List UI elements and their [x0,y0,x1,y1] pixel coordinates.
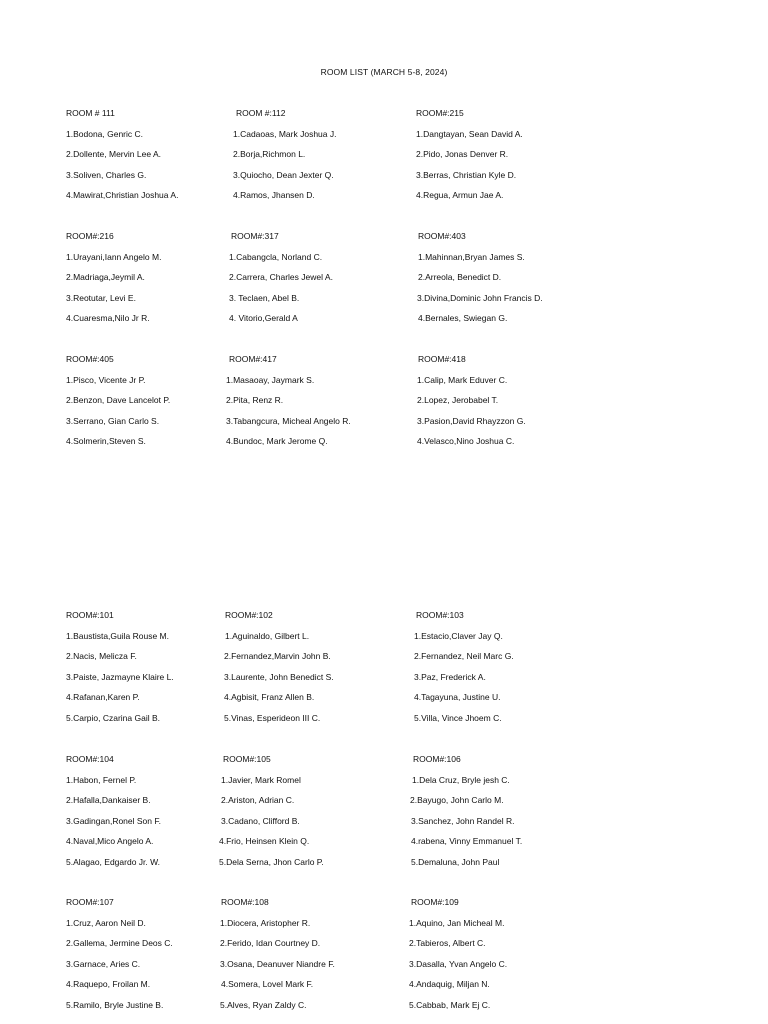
occupant: 2.Arreola, Benedict D. [418,272,502,283]
occupant: 3.Garnace, Aries C. [66,958,141,969]
occupant: 2.Benzon, Dave Lancelot P. [66,395,171,406]
occupant: 1.Javier, Mark Romel [221,774,301,785]
room-number: ROOM#:109 [411,897,459,907]
room-number: ROOM#:417 [229,354,277,364]
room-number: ROOM#:215 [416,108,464,118]
occupant: 2.Ferido, Idan Courtney D. [220,938,321,949]
occupant: 4.rabena, Vinny Emmanuel T. [411,836,523,847]
occupant: 3.Paiste, Jazmayne Klaire L. [66,671,174,682]
occupant: 4.Solmerin,Steven S. [66,436,146,447]
room-number: ROOM #:112 [236,108,286,118]
occupant: 3.Laurente, John Benedict S. [224,671,334,682]
room-number: ROOM # 111 [66,108,115,118]
occupant: 4.Ramos, Jhansen D. [233,190,315,201]
occupant: 4. Vitorio,Gerald A [229,313,298,324]
occupant: 2.Fernandez, Neil Marc G. [414,651,514,662]
occupant: 2.Bayugo, John Carlo M. [410,795,504,806]
occupant: 1.Cadaoas, Mark Joshua J. [233,128,337,139]
occupant: 2.Dollente, Mervin Lee A. [66,149,161,160]
room-block [416,107,606,210]
room-block [411,896,601,1020]
occupant: 1.Urayani,Iann Angelo M. [66,251,162,262]
occupant: 3.Paz, Frederick A. [414,671,486,682]
occupant: 4.Regua, Armun Jae A. [416,190,504,201]
occupant: 1.Diocera, Aristopher R. [220,917,311,928]
room-number: ROOM#:418 [418,354,466,364]
room-number: ROOM#:405 [66,354,114,364]
occupant: 5.Dela Serna, Jhon Carlo P. [219,856,324,867]
occupant: 1.Mahinnan,Bryan James S. [418,251,525,262]
occupant: 1.Bodona, Genric C. [66,128,144,139]
occupant: 3.Pasion,David Rhayzzon G. [417,415,526,426]
occupant: 2.Hafalla,Dankaiser B. [66,795,151,806]
occupant: 4.Raquepo, Froilan M. [66,979,151,990]
room-block [66,107,256,210]
occupant: 3.Sanchez, John Randel R. [411,815,515,826]
room-block [225,609,415,733]
room-block [416,609,606,733]
room-block [418,230,608,333]
occupant: 4.Frio, Heinsen Klein Q. [219,836,310,847]
occupant: 1.Cruz, Aaron Neil D. [66,917,146,928]
occupant: 3.Soliven, Charles G. [66,169,147,180]
room-block [410,753,603,877]
occupant: 2.Carrera, Charles Jewel A. [229,272,333,283]
occupant: 5.Vinas, Esperideon III C. [224,712,321,723]
room-number: ROOM#:107 [66,897,114,907]
occupant: 5.Alagao, Edgardo Jr. W. [66,856,161,867]
occupant: 4.Agbisit, Franz Allen B. [224,692,315,703]
occupant: 4.Mawirat,Christian Joshua A. [66,190,179,201]
occupant: 4.Velasco,Nino Joshua C. [417,436,515,447]
occupant: 3.Serrano, Gian Carlo S. [66,415,160,426]
occupant: 3. Teclaen, Abel B. [229,292,300,303]
occupant: 5.Cabbab, Mark Ej C. [409,999,491,1010]
occupant: 1.Baustista,Guila Rouse M. [66,630,169,641]
room-number: ROOM#:102 [225,610,273,620]
room-number: ROOM#:105 [223,754,271,764]
room-block [233,107,426,210]
occupant: 5.Villa, Vince Jhoem C. [414,712,502,723]
occupant: 5.Ramilo, Bryle Justine B. [66,999,164,1010]
occupant: 2.Tabieros, Albert C. [409,938,486,949]
occupant: 3.Divina,Dominic John Francis D. [417,292,543,303]
room-block [226,353,419,456]
room-number: ROOM#:317 [231,231,279,241]
occupant: 2.Pita, Renz R. [226,395,284,406]
occupant: 3.Gadingan,Ronel Son F. [66,815,161,826]
room-block [221,896,411,1020]
room-number: ROOM#:216 [66,231,114,241]
occupant: 2.Madriaga,Jeymil A. [66,272,145,283]
occupant: 1.Masaoay, Jaymark S. [226,374,315,385]
occupant: 1.Dela Cruz, Bryle jesh C. [412,774,510,785]
occupant: 4.Rafanan,Karen P. [66,692,140,703]
room-number: ROOM#:403 [418,231,466,241]
room-block [231,230,421,333]
occupant: 2.Nacis, Melicza F. [66,651,137,662]
occupant: 1.Estacio,Claver Jay Q. [414,630,503,641]
occupant: 1.Calip, Mark Eduver C. [417,374,508,385]
occupant: 3.Reotutar, Levi E. [66,292,136,303]
occupant: 4.Cuaresma,Nilo Jr R. [66,313,150,324]
occupant: 1.Pisco, Vicente Jr P. [66,374,146,385]
occupant: 2.Pido, Jonas Denver R. [416,149,509,160]
occupant: 4.Somera, Lovel Mark F. [221,979,314,990]
occupant: 3.Dasalla, Yvan Angelo C. [409,958,508,969]
room-block [418,353,608,456]
room-number: ROOM#:101 [66,610,114,620]
occupant: 4.Andaquig, Miljan N. [409,979,490,990]
room-block [219,753,413,877]
occupant: 3.Osana, Deanuver Niandre F. [220,958,335,969]
occupant: 2.Gallema, Jermine Deos C. [66,938,173,949]
occupant: 1.Aquino, Jan Micheal M. [409,917,505,928]
occupant: 3.Cadano, Clifford B. [221,815,300,826]
occupant: 1.Aguinaldo, Gilbert L. [225,630,310,641]
occupant: 2.Lopez, Jerobabel T. [417,395,499,406]
occupant: 2.Borja,Richmon L. [233,149,306,160]
occupant: 3.Berras, Christian Kyle D. [416,169,517,180]
occupant: 4.Naval,Mico Angelo A. [66,836,154,847]
occupant: 5.Demaluna, John Paul [411,856,500,867]
occupant: 4.Bundoc, Mark Jerome Q. [226,436,328,447]
room-number: ROOM#:106 [413,754,461,764]
room-number: ROOM#:108 [221,897,269,907]
occupant: 2.Fernandez,Marvin John B. [224,651,331,662]
occupant: 2.Ariston, Adrian C. [221,795,295,806]
room-number: ROOM#:103 [416,610,464,620]
room-number: ROOM#:104 [66,754,114,764]
room-block [66,230,256,333]
page-title: ROOM LIST (MARCH 5-8, 2024) [320,67,448,77]
occupant: 5.Carpio, Czarina Gail B. [66,712,161,723]
occupant: 1.Dangtayan, Sean David A. [416,128,523,139]
occupant: 3.Tabangcura, Micheal Angelo R. [226,415,351,426]
occupant: 4.Tagayuna, Justine U. [414,692,501,703]
occupant: 4.Bernales, Swiegan G. [418,313,508,324]
occupant: 1.Habon, Fernel P. [66,774,137,785]
occupant: 3.Quiocho, Dean Jexter Q. [233,169,334,180]
occupant: 1.Cabangcla, Norland C. [229,251,323,262]
occupant: 5.Alves, Ryan Zaldy C. [220,999,307,1010]
